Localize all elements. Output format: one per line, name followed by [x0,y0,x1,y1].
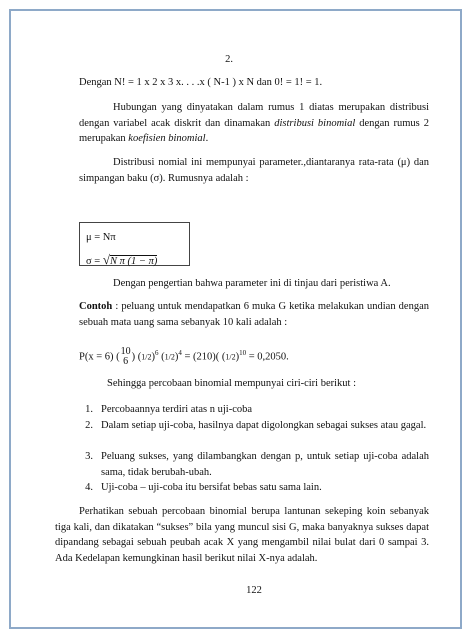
paragraph-parameter: Distribusi nomial ini mempunyai parameter.,diantaranya rata-rata (μ) dan simpangan baku (σ). Rumusnya adalah : [79,157,429,184]
formula-box [79,222,190,266]
paragraph-koin: Perhatikan sebuah percobaan binomial berupa lantunan sekeping koin sebanyak tiga kali, dan dikatakan “sukses” bila yang muncul sisi G, maka banyaknya sukses dapat dipandang sebagai sebuah peubah acak X yang mengambil nilai bulat dari 0 sampai 3. Ada Kedelapan kemungkinan hasil berikut nilai X-nya adalah. [55,506,429,564]
list-text: Peluang sukses, yang dilambangkan dengan p, untuk setiap uji-coba adalah sama, tidak berubah-ubah. [101,451,429,478]
prob-lhs: P(x = 6) ( [79,351,120,363]
example-text: : peluang untuk mendapatkan 6 muka G ketika melakukan undian dengan sebuah mata uang sama sebanyak 10 kali adalah : [79,301,429,328]
characteristics-list [79,402,429,493]
page-number: 122 [246,585,262,596]
list-number: 1. [85,404,93,415]
std-formula [86,249,183,273]
binomial-coefficient [121,347,131,367]
prob-mid: = (210)( ( [184,351,226,363]
list-number: 4. [85,482,93,493]
list-text: Dalam setiap uji-coba, hasilnya dapat digolongkan sebagai sukses atau gagal. [101,420,427,431]
half-2: 1/2 [164,352,175,362]
example-label: Contoh [79,301,113,312]
sigma-radicand: N π (1 − π) [109,256,158,267]
paragraph-ciri: Sehingga percobaan binomial mempunyai ciri-ciri berikut : [107,378,357,389]
factorial-line: Dengan N! = 1 x 2 x 3 x. . . .x ( N-1 ) x N dan 0! = 1! = 1. [79,77,323,88]
binom-bottom: 6 [123,356,129,368]
list-text: Percobaannya terdiri atas n uji-coba [101,404,253,415]
list-text: Uji-coba – uji-coba itu bersifat bebas satu sama lain. [101,482,322,493]
list-number: 3. [85,451,93,462]
para1-text-3: . [205,133,209,144]
para1-text-1: Hubungan yang dinyatakan dalam rumus 1 diatas merupakan distribusi dengan variabel acak diskrit dan dinamakan [79,102,429,129]
para1-text-2: dengan rumus 2 merupakan [79,117,429,144]
probability-formula: P(x = 6) ( 10 6 ) $(1/2)^6$ $(1/2)^4 = (210)$( $(1/2)^{10} = 0,2050$. [79,346,289,368]
half-1: 1/2 [141,352,152,362]
paragraph-binomial [79,100,429,147]
top-number: 2. [225,54,233,65]
prob-result: = 0,2050. [248,351,289,363]
half-3: 1/2 [225,352,236,362]
term-koefisien-binomial: koefisien binomial [128,133,206,144]
sqrt-icon: √ [102,252,110,267]
exponent-1: 6 [155,349,159,357]
paragraph-peristiwa: Dengan pengertian bahwa parameter ini di tinjau dari peristiwa A. [113,278,391,289]
list-number: 2. [85,420,93,431]
binom-top: 10 [120,346,131,358]
mean-formula: μ = Nπ [86,232,116,243]
exponent-2: 4 [178,349,182,357]
term-distribusi-binomial: distribusi binomial [274,117,356,129]
exponent-3: 10 [239,349,247,357]
sigma-lhs: σ = [86,256,103,267]
example-paragraph [79,299,429,330]
